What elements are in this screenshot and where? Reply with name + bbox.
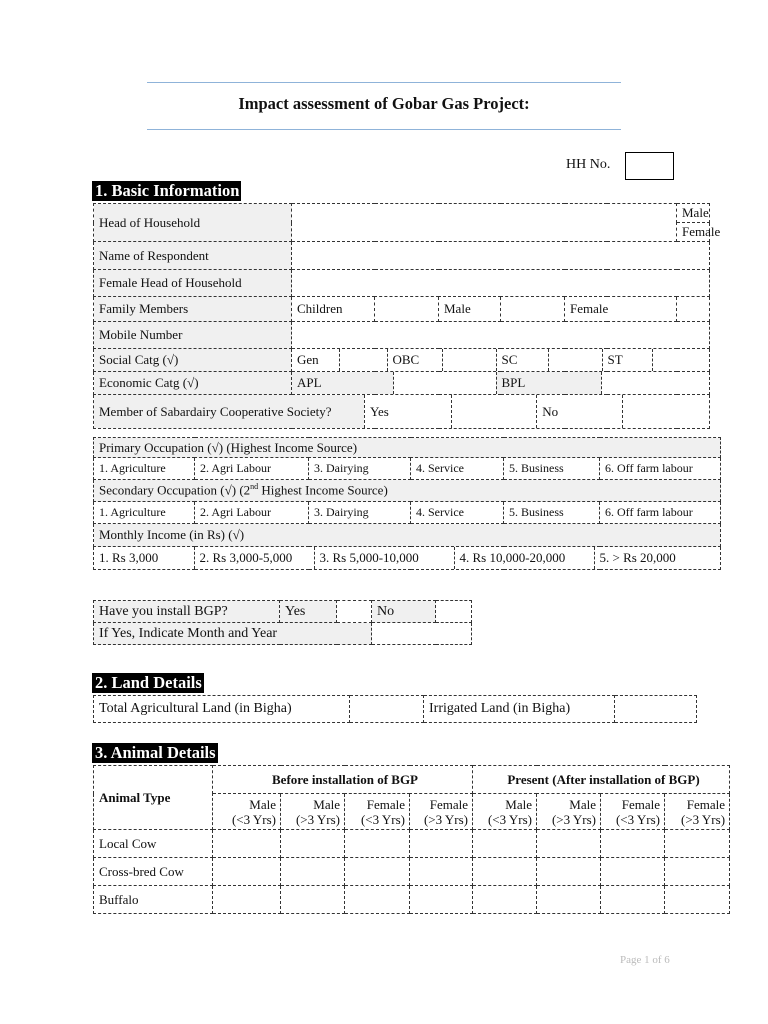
primary-off-farm-option[interactable]: 6. Off farm labour <box>600 458 721 480</box>
animal-cell[interactable] <box>213 830 281 858</box>
primary-business-option[interactable]: 5. Business <box>504 458 600 480</box>
land-details-table <box>93 695 697 723</box>
top-rule <box>147 82 621 83</box>
animal-cell[interactable] <box>345 886 410 914</box>
bgp-install-question: Have you install BGP? <box>94 601 280 623</box>
bgp-no-checkbox[interactable] <box>436 601 472 623</box>
female-option[interactable]: Female <box>677 223 710 242</box>
secondary-service-option[interactable]: 4. Service <box>411 502 504 524</box>
animal-cell[interactable] <box>537 830 601 858</box>
economic-bpl-checkbox[interactable] <box>601 372 710 394</box>
bgp-yes-label: Yes <box>280 601 337 623</box>
income-option-1[interactable]: 1. Rs 3,000 <box>94 547 194 569</box>
animal-cell[interactable] <box>345 830 410 858</box>
present-bgp-header: Present (After installation of BGP) <box>473 766 730 794</box>
children-field[interactable] <box>375 297 439 322</box>
bgp-yes-checkbox[interactable] <box>337 601 372 623</box>
head-of-household-field[interactable] <box>292 204 677 242</box>
before-bgp-header: Before installation of BGP <box>213 766 473 794</box>
cooperative-yes-checkbox[interactable] <box>452 395 537 428</box>
economic-bpl-label: BPL <box>496 372 601 394</box>
family-female-field[interactable] <box>677 297 710 322</box>
animal-type-header: Animal Type <box>94 766 213 830</box>
section-basic-information: 1. Basic Information <box>92 181 241 201</box>
animal-cell[interactable] <box>213 858 281 886</box>
animal-cell[interactable] <box>537 886 601 914</box>
secondary-off-farm-option[interactable]: 6. Off farm labour <box>600 502 721 524</box>
family-female-label: Female <box>565 297 677 322</box>
social-sc-label: SC <box>496 349 548 371</box>
family-members-label: Family Members <box>94 297 292 322</box>
social-category-label: Social Catg (√) <box>94 349 292 372</box>
animal-cell[interactable] <box>473 858 537 886</box>
social-st-label: ST <box>602 349 652 371</box>
income-option-5[interactable]: 5. > Rs 20,000 <box>594 547 721 569</box>
present-male-under3-header: Male (<3 Yrs) <box>473 794 537 830</box>
before-male-under3-header: Male (<3 Yrs) <box>213 794 281 830</box>
irrigated-land-label: Irrigated Land (in Bigha) <box>424 696 615 723</box>
animal-details-table <box>93 765 730 914</box>
primary-agri-labour-option[interactable]: 2. Agri Labour <box>195 458 309 480</box>
economic-apl-checkbox[interactable] <box>393 372 496 394</box>
animal-cell[interactable] <box>601 858 665 886</box>
page-number: Page 1 of 6 <box>620 954 670 966</box>
hh-number-label: HH No. <box>566 157 611 172</box>
animal-cell[interactable] <box>345 858 410 886</box>
animal-cell[interactable] <box>665 830 730 858</box>
animal-row-local-cow <box>94 830 730 858</box>
family-male-label: Male <box>439 297 501 322</box>
title-underline <box>147 129 621 130</box>
social-obc-label: OBC <box>387 349 442 371</box>
animal-cell[interactable] <box>410 886 473 914</box>
secondary-business-option[interactable]: 5. Business <box>504 502 600 524</box>
social-gen-checkbox[interactable] <box>339 349 387 371</box>
animal-cell[interactable] <box>665 858 730 886</box>
social-st-checkbox[interactable] <box>652 349 710 371</box>
animal-cell[interactable] <box>281 886 345 914</box>
income-option-3[interactable]: 3. Rs 5,000-10,000 <box>314 547 454 569</box>
animal-cell[interactable] <box>473 886 537 914</box>
primary-service-option[interactable]: 4. Service <box>411 458 504 480</box>
name-of-respondent-field[interactable] <box>292 242 710 270</box>
cooperative-member-row <box>94 395 709 428</box>
present-female-under3-header: Female (<3 Yrs) <box>601 794 665 830</box>
secondary-dairying-option[interactable]: 3. Dairying <box>309 502 411 524</box>
section-animal-details: 3. Animal Details <box>92 743 218 763</box>
total-land-label: Total Agricultural Land (in Bigha) <box>94 696 350 723</box>
social-category-options <box>292 349 710 371</box>
primary-occupation-label: Primary Occupation (√) (Highest Income Source) <box>94 438 721 458</box>
cooperative-member-label: Member of Sabardairy Cooperative Society? <box>94 395 364 428</box>
animal-row-buffalo <box>94 886 730 914</box>
bgp-month-year-field[interactable] <box>372 623 472 645</box>
male-option[interactable]: Male <box>677 204 710 223</box>
cooperative-yes-label: Yes <box>364 395 451 428</box>
female-head-label: Female Head of Household <box>94 270 292 297</box>
total-land-field[interactable] <box>350 696 424 723</box>
animal-cell[interactable] <box>281 858 345 886</box>
secondary-occupation-label: Secondary Occupation (√) (2nd Highest Income Source) <box>94 480 721 502</box>
section-land-details: 2. Land Details <box>92 673 204 693</box>
before-female-over3-header: Female (>3 Yrs) <box>410 794 473 830</box>
social-gen-label: Gen <box>292 349 339 371</box>
primary-agriculture-option[interactable]: 1. Agriculture <box>94 458 195 480</box>
mobile-number-field[interactable] <box>292 322 710 349</box>
animal-cell[interactable] <box>213 886 281 914</box>
page-title: Impact assessment of Gobar Gas Project: <box>238 94 530 113</box>
income-option-4[interactable]: 4. Rs 10,000-20,000 <box>454 547 594 569</box>
animal-row-cross-bred-cow <box>94 858 730 886</box>
social-sc-checkbox[interactable] <box>548 349 602 371</box>
cooperative-no-label: No <box>537 395 623 428</box>
income-option-2[interactable]: 2. Rs 3,000-5,000 <box>194 547 314 569</box>
bgp-install-table <box>93 600 472 645</box>
basic-information-table <box>93 203 721 429</box>
present-female-over3-header: Female (>3 Yrs) <box>665 794 730 830</box>
name-of-respondent-label: Name of Respondent <box>94 242 292 270</box>
head-of-household-label: Head of Household <box>94 204 292 242</box>
before-female-under3-header: Female (<3 Yrs) <box>345 794 410 830</box>
irrigated-land-field[interactable] <box>615 696 697 723</box>
cooperative-no-checkbox[interactable] <box>623 395 709 428</box>
economic-apl-label: APL <box>292 372 393 394</box>
animal-cell[interactable] <box>601 830 665 858</box>
economic-category-label: Economic Catg (√) <box>94 372 292 395</box>
animal-cell[interactable] <box>410 858 473 886</box>
animal-cell[interactable] <box>473 830 537 858</box>
mobile-number-label: Mobile Number <box>94 322 292 349</box>
monthly-income-label: Monthly Income (in Rs) (√) <box>94 524 721 547</box>
animal-cell[interactable] <box>537 858 601 886</box>
present-male-over3-header: Male (>3 Yrs) <box>537 794 601 830</box>
family-male-field[interactable] <box>501 297 565 322</box>
children-label: Children <box>292 297 375 322</box>
income-options-row <box>94 547 721 569</box>
economic-category-options <box>292 372 710 394</box>
social-obc-checkbox[interactable] <box>442 349 496 371</box>
animal-row-label: Buffalo <box>94 886 213 914</box>
before-male-over3-header: Male (>3 Yrs) <box>281 794 345 830</box>
occupation-income-table <box>93 437 721 570</box>
bgp-month-year-label: If Yes, Indicate Month and Year <box>94 623 337 645</box>
female-head-field[interactable] <box>292 270 710 297</box>
animal-row-label: Local Cow <box>94 830 213 858</box>
secondary-agri-labour-option[interactable]: 2. Agri Labour <box>195 502 309 524</box>
animal-cell[interactable] <box>665 886 730 914</box>
bgp-no-label: No <box>372 601 436 623</box>
animal-cell[interactable] <box>410 830 473 858</box>
animal-cell[interactable] <box>281 830 345 858</box>
animal-cell[interactable] <box>601 886 665 914</box>
primary-dairying-option[interactable]: 3. Dairying <box>309 458 411 480</box>
hh-number-field[interactable] <box>625 152 674 180</box>
secondary-agriculture-option[interactable]: 1. Agriculture <box>94 502 195 524</box>
animal-row-label: Cross-bred Cow <box>94 858 213 886</box>
